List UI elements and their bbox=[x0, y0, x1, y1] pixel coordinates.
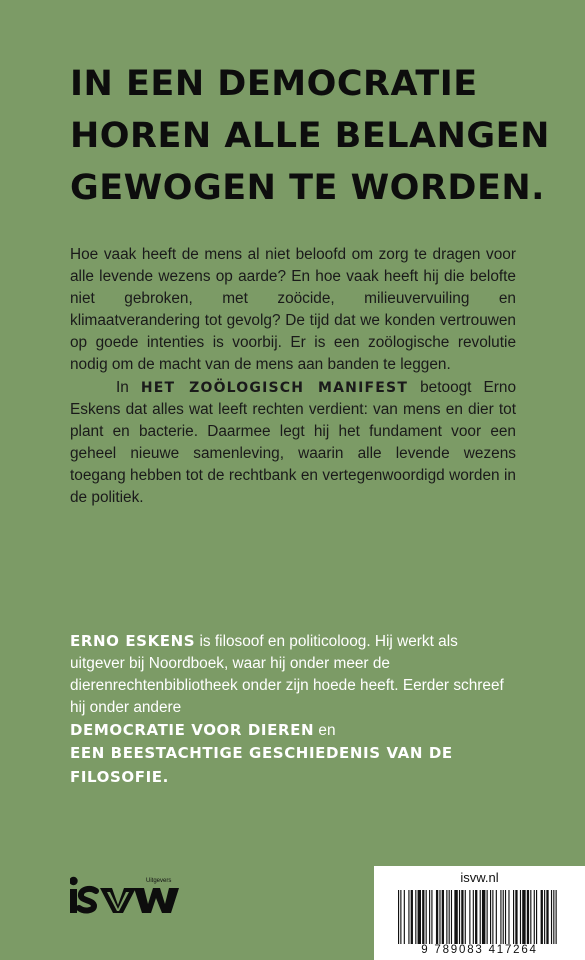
book-title: HET ZOÖLOGISCH MANIFEST bbox=[140, 379, 409, 396]
author-name: ERNO ESKENS bbox=[70, 632, 196, 650]
headline-line-1: IN EEN DEMOCRATIE bbox=[70, 64, 478, 104]
isvw-logo-icon bbox=[70, 876, 190, 916]
headline-line-2: HOREN ALLE BELANGEN bbox=[70, 116, 550, 156]
author-joiner: en bbox=[318, 722, 336, 740]
publisher-logo bbox=[70, 876, 190, 916]
blurb-paragraph-2 bbox=[70, 377, 516, 510]
previous-book-1: DEMOCRATIE VOOR DIEREN bbox=[70, 721, 315, 740]
author-bio bbox=[70, 630, 510, 789]
publisher-url: isvw.nl bbox=[460, 870, 499, 885]
blurb-p2-intro: In bbox=[116, 378, 129, 396]
previous-book-2: EEN BEESTACHTIGE GESCHIEDENIS VAN DE FILOSOFIE. bbox=[70, 744, 453, 786]
headline-line-3: GEWOGEN TE WORDEN. bbox=[70, 168, 545, 208]
barcode-box bbox=[374, 866, 585, 960]
author-bio-paragraph bbox=[70, 630, 510, 789]
blurb-p2-body: betoogt Erno Eskens dat alles wat leeft rechten verdient: van mens en dier tot plant en bacterie. Daarmee legt hij het fundament voor een geheel nieuwe samenleving, waarin alle levende wezens toegang hebben tot de rechtbank en vertegenwoordigd worden in de politiek. bbox=[70, 378, 516, 507]
headline bbox=[70, 58, 550, 214]
author-bio-text: is filosoof en politicoloog. Hij werkt als uitgever bij Noordboek, waar hij onder meer de dierenrechtenbibliotheek onder zijn hoede heeft. Eerder schreef hij onder andere bbox=[70, 633, 504, 717]
blurb-paragraph-1: Hoe vaak heeft de mens al niet beloofd om zorg te dragen voor alle levende wezens op aarde? En hoe vaak heeft hij die belofte niet gebroken, met zoöcide, milieuvervuiling en klimaatverandering tot gevolg? De tijd dat we konden vertrouwen op goede intenties is voorbij. Er is een zoölogische revolutie nodig om de macht van de mens aan banden te leggen. bbox=[70, 246, 516, 374]
blurb bbox=[70, 244, 516, 509]
publisher-label: Uitgevers bbox=[146, 878, 172, 884]
isbn-number: 9 789083 417264 bbox=[421, 944, 538, 956]
barcode-icon bbox=[396, 890, 560, 944]
